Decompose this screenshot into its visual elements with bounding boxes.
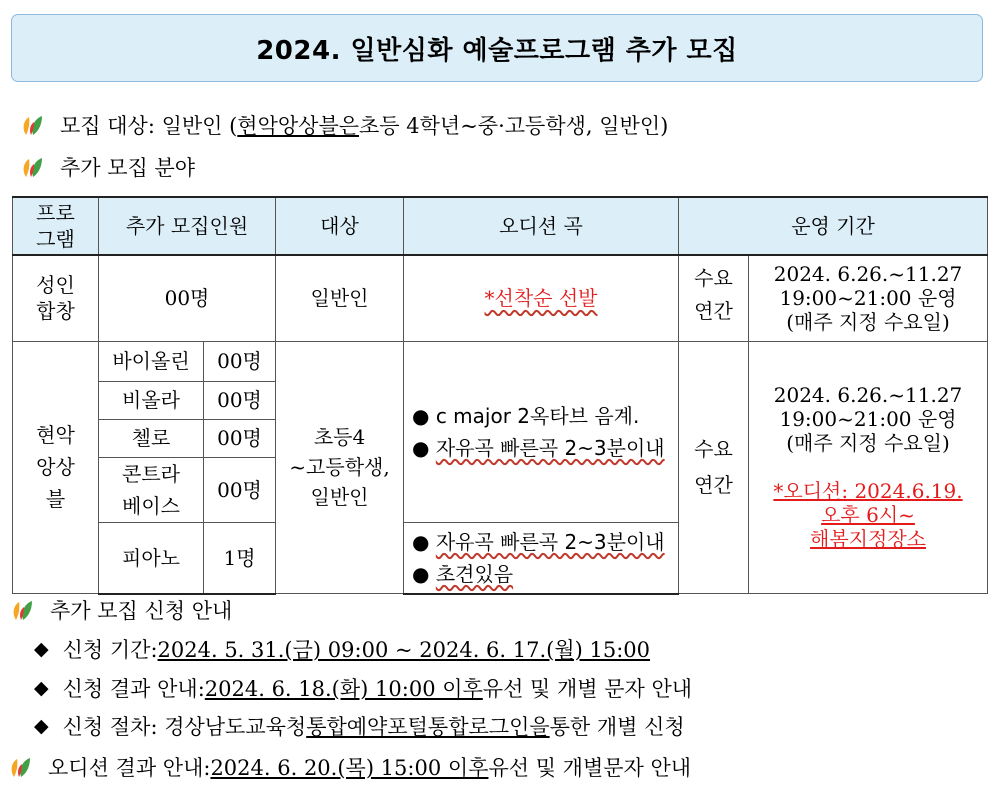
sprout-bullet-icon [20,113,46,137]
audition-result: 오디션 결과 안내: 2024. 6. 20.(목) 15:00 이후 유선 및 개별문자 안내 [8,752,691,782]
header-audition: 오디션 곡 [404,197,679,255]
table-row [13,255,988,341]
instrument-name: 콘트라 베이스 [99,457,204,522]
recruit-table [12,196,988,595]
page-title: 2024. 일반심화 예술프로그램 추가 모집 [256,35,738,66]
program-strings: 현악 앙상 블 [13,341,99,594]
program-choir: 성인 합창 [13,255,99,341]
header-program: 프로 그램 [13,197,99,255]
header-recruit: 추가 모집인원 [99,197,276,255]
instrument-name: 비올라 [99,381,204,419]
diamond-icon: ◆ [34,638,49,660]
table-row [13,341,988,381]
target-line: 모집 대상: 일반인 ( 현악앙상블은 초등 4학년~중·고등학생, 일반인) [20,110,668,140]
sprout-bullet-icon [8,755,34,779]
instrument-name: 첼로 [99,419,204,457]
diamond-icon: ◆ [34,715,49,737]
diamond-icon: ◆ [34,677,49,699]
fields-heading: 추가 모집 분야 [20,152,195,182]
instrument-name: 바이올린 [99,341,204,381]
strings-audition-b: ● 자유곡 빠른곡 2~3분이내 ● 초견있음 [404,522,679,594]
choir-count: 00명 [99,255,276,341]
apply-result: ◆ 신청 결과 안내: 2024. 6. 18.(화) 10:00 이후 유선 및 개별 문자 안내 [34,677,693,701]
sprout-bullet-icon [20,155,46,179]
instrument-count: 1명 [204,522,276,594]
strings-target: 초등4 ~고등학생, 일반인 [276,341,404,594]
strings-period: 2024. 6.26.~11.27 19:00~21:00 운영 (매주 지정 수요일) *오디션: 2024.6.19. 오후 6시~ 해봄지정장소 [749,341,988,594]
header-period: 운영 기간 [679,197,988,255]
instrument-count: 00명 [204,341,276,381]
title-banner [11,14,983,82]
sprout-bullet-icon [10,598,36,622]
strings-audition-a: ● c major 2옥타브 음계. ● 자유곡 빠른곡 2~3분이내 [404,341,679,522]
apply-heading: 추가 모집 신청 안내 [10,595,232,625]
choir-period: 2024. 6.26.~11.27 19:00~21:00 운영 (매주 지정 수요일) [749,255,988,341]
instrument-count: 00명 [204,419,276,457]
table-header-row [13,197,988,255]
instrument-count: 00명 [204,457,276,522]
instrument-count: 00명 [204,381,276,419]
instrument-name: 피아노 [99,522,204,594]
apply-period: ◆ 신청 기간: 2024. 5. 31.(금) 09:00 ~ 2024. 6. 17.(월) 15:00 [34,638,651,662]
strings-day: 수요 연간 [679,341,749,594]
choir-day: 수요 연간 [679,255,749,341]
apply-procedure: ◆ 신청 절차: 경상남도교육청 통합예약포털 통합로그인을 통한 개별 신청 [34,715,685,739]
choir-target: 일반인 [276,255,404,341]
header-target: 대상 [276,197,404,255]
choir-audition: *선착순 선발 [404,255,679,341]
